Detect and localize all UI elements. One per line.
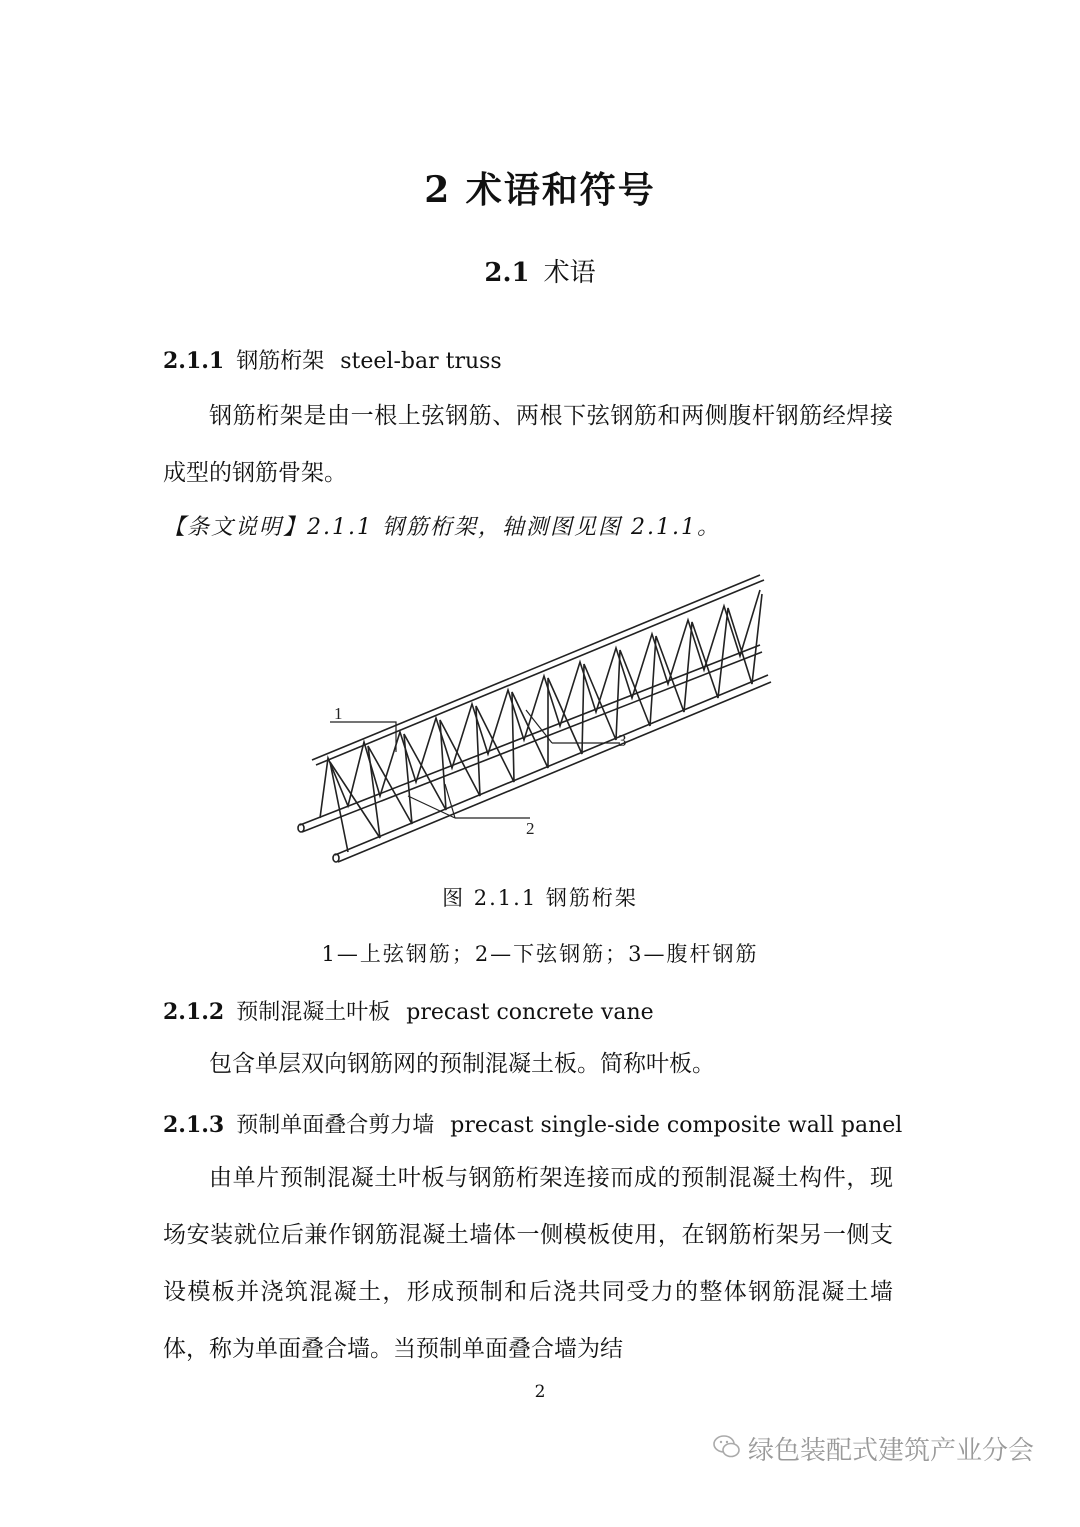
figure-label-3: 3 <box>618 731 627 750</box>
term-definition-2-1-1: 钢筋桁架是由一根上弦钢筋、两根下弦钢筋和两侧腹杆钢筋经焊接成型的钢筋骨架。 <box>163 403 893 486</box>
chapter-title: 2 术语和符号 <box>424 169 656 211</box>
wechat-icon <box>712 1433 742 1461</box>
term-en: precast concrete vane <box>406 1000 654 1025</box>
steel-bar-truss-figure <box>290 570 790 870</box>
term-number: 2.1.2 <box>163 999 225 1025</box>
term-heading-2-1-3 <box>163 1108 902 1139</box>
section-name: 术语 <box>543 258 596 288</box>
term-number: 2.1.1 <box>163 348 225 374</box>
term-definition-2-1-3: 由单片预制混凝土叶板与钢筋桁架连接而成的预制混凝土构件，现场安装就位后兼作钢筋混凝土墙体一侧模板使用，在钢筋桁架另一侧支设模板并浇筑混凝土，形成预制和后浇共同受力的整体钢筋混凝土墙体，称为单面叠合墙。当预制单面叠合墙为结 <box>163 1165 893 1362</box>
watermark-text: 绿色装配式建筑产业分会 <box>748 1436 1035 1466</box>
term-en: steel-bar truss <box>340 349 502 374</box>
term-cn: 钢筋桁架 <box>236 349 325 374</box>
figure-legend: 1—上弦钢筋；2—下弦钢筋；3—腹杆钢筋 <box>321 942 759 966</box>
figure-label-2: 2 <box>526 819 535 838</box>
term-cn: 预制单面叠合剪力墙 <box>236 1113 435 1138</box>
clause-note: 【条文说明】2.1.1 钢筋桁架，轴测图见图 2.1.1。 <box>163 515 721 540</box>
term-en: precast single-side composite wall panel <box>450 1113 903 1138</box>
term-heading-2-1-1 <box>163 344 502 375</box>
section-number: 2.1 <box>484 258 530 288</box>
section-title <box>0 252 1080 289</box>
term-cn: 预制混凝土叶板 <box>236 1000 391 1025</box>
figure-label-1: 1 <box>334 704 343 723</box>
term-definition-2-1-2: 包含单层双向钢筋网的预制混凝土板。简称叶板。 <box>209 1051 715 1077</box>
figure-caption: 图 2.1.1 钢筋桁架 <box>442 886 638 910</box>
term-heading-2-1-2 <box>163 995 654 1026</box>
term-number: 2.1.3 <box>163 1112 225 1138</box>
page-number: 2 <box>534 1382 546 1402</box>
